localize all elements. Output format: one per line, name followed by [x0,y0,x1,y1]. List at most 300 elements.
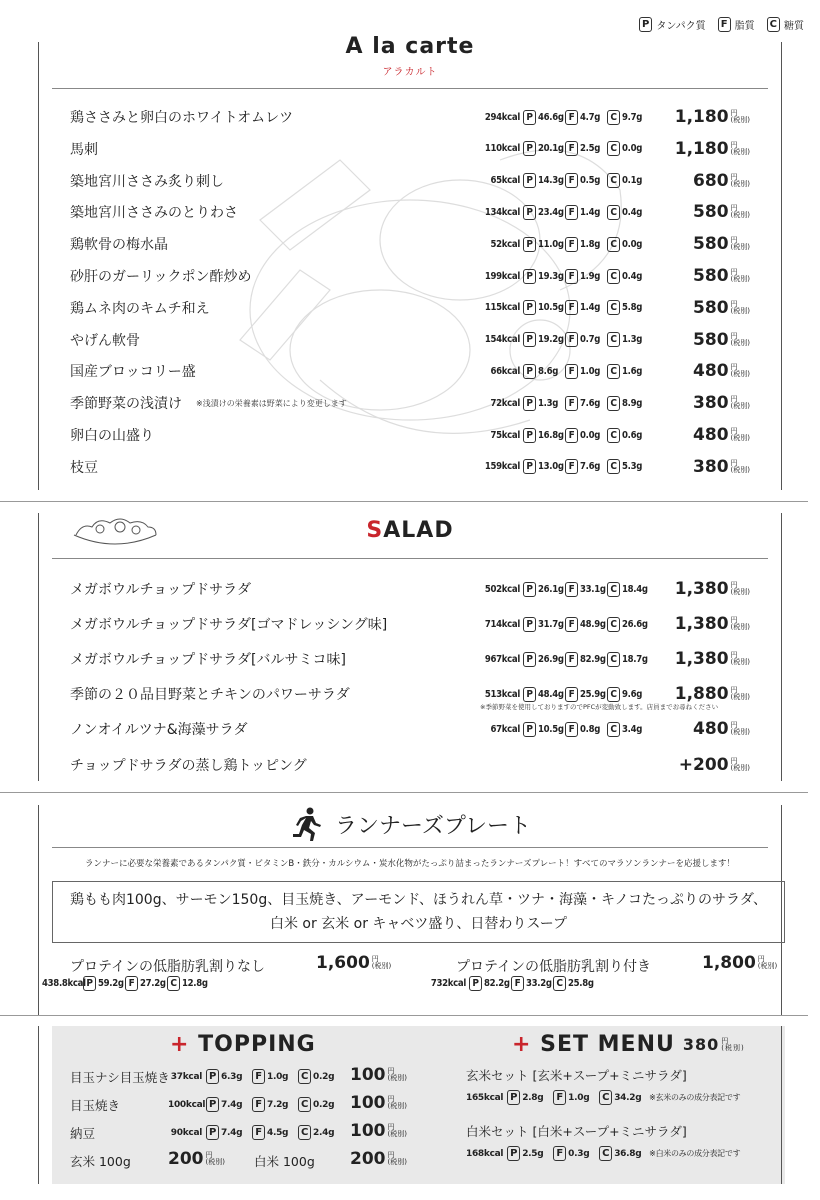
nutrient-c [607,722,649,737]
badge-c: C [607,173,620,188]
badge-f: F [565,173,578,188]
nutrient-p-value: 19.3g [538,270,564,282]
nutrient-p [523,269,565,284]
nutrition-values [428,976,595,991]
topping-price [350,1121,407,1141]
price-unit [731,333,750,347]
nutrient-p [206,1125,252,1140]
menu-item [70,749,760,781]
yen-label: 円 [730,268,738,276]
rice-price [168,1149,225,1169]
price-unit [731,396,750,410]
nutrient-c-value: 25.8g [568,978,594,989]
nutrient-f [565,300,607,315]
nutrient-p-value: 48.4g [538,688,564,700]
menu-item [70,387,760,419]
nutrient-c-value: 0.2g [313,1099,335,1110]
badge-c: C [607,269,620,284]
nutrition-values [482,652,649,667]
price-unit [731,687,750,701]
nutrition-values [42,976,209,991]
price-value: 480 [693,425,729,445]
nutrient-f [565,364,607,379]
nutrient-f-value: 1.4g [580,302,601,314]
setmenu-name: 玄米セット [玄米+スープ+ミニサラダ] [466,1068,687,1083]
setmenu-note: ※白米のみの成分表記です [649,1149,741,1158]
menu-item-name: メガボウルチョップドサラダ [70,582,252,598]
badge-f: F [565,237,578,252]
badge-c: C [607,652,620,667]
nutrient-f [553,1090,599,1105]
badge-p: P [523,173,536,188]
topping-name: 目玉ナシ目玉焼き [70,1070,170,1085]
menu-item [70,573,760,605]
nutrient-c [599,1146,645,1161]
menu-item [70,260,760,292]
badge-c: C [607,205,620,220]
price [693,298,750,318]
nutrient-p [206,1069,252,1084]
nutrient-c-value: 3.4g [622,723,643,735]
price-unit [731,364,750,378]
nutrition-legend [639,17,804,32]
rice-price [350,1149,407,1169]
yen-label: 円 [730,363,738,372]
price-unit [731,582,750,596]
section-border [38,42,39,490]
nutrient-c-value: 1.3g [622,334,643,346]
nutrient-c-value: 9.6g [622,688,643,700]
nutrient-f-value: 0.0g [580,429,601,441]
badge-c: C [607,459,620,474]
nutrient-p [523,722,565,737]
badge-p: P [523,459,536,474]
price-unit [731,722,750,736]
yen-label: 円 [730,331,738,340]
yen-label: 円 [730,395,738,404]
nutrient-p [523,687,565,702]
kcal-value: 66kcal [490,365,520,377]
nutrient-p [523,141,565,156]
badge-f: F [565,364,578,379]
kcal-value: 165kcal [466,1092,504,1103]
price-unit [731,301,750,315]
nutrient-f [553,1146,599,1161]
nutrient-f [565,205,607,220]
topping-name: 納豆 [70,1126,96,1141]
nutrition-values [482,110,649,125]
runners-description: ランナーに必要な栄養素であるタンパク質・ビタミンB・鉄分・カルシウム・炭水化物がたっぷり詰まったランナーズプレート！すべてのマラソンランナーを応援します！ [84,859,735,869]
yen-label: 円 [730,581,738,589]
yen-label: 円 [730,757,738,765]
topping-nutrition [168,1097,344,1112]
badge-c: C [607,141,620,156]
price-unit [388,1068,407,1082]
badge-f: F [252,1125,265,1140]
price-value: 100 [350,1065,386,1085]
badge-p: P [507,1090,520,1105]
yen-label: 円 [730,458,738,467]
price [693,457,750,477]
tax-label: (税別) [371,962,392,970]
menu-item-name: 砂肝のガーリックポン酢炒め [70,269,252,285]
nutrient-p [523,652,565,667]
setmenu-nutrition [466,1090,740,1105]
nutrient-f [565,652,607,667]
nutrient-f-value: 25.9g [580,688,606,700]
badge-p: P [206,1097,219,1112]
tax-label: (税別) [730,434,750,442]
nutrient-f [565,173,607,188]
nutrient-c [607,652,649,667]
menu-item-name: メガボウルチョップドサラダ[バルサミコ味] [70,652,346,668]
price [168,1149,225,1169]
badge-f: F [565,269,578,284]
nutrient-p [83,976,125,991]
badge-p: P [523,205,536,220]
nutrient-p-value: 11.0g [538,238,564,250]
rice-name: 玄米 100g [70,1154,131,1169]
kcal-value: 154kcal [484,334,520,346]
badge-f: F [252,1097,265,1112]
price-value: 1,180 [674,138,729,159]
kcal-value: 714kcal [484,618,520,630]
kcal-value: 199kcal [484,270,520,282]
divider [0,501,808,502]
tax-label: (税別) [205,1158,225,1166]
badge-p: P [523,722,536,737]
price-value: +200 [678,755,729,775]
badge-p: P [523,237,536,252]
yen-label: 円 [205,1151,213,1159]
nutrient-f-value: 4.7g [580,111,601,123]
topping-price [350,1065,407,1085]
nutrient-f-value: 0.3g [568,1148,590,1159]
price [693,719,750,739]
price-unit [206,1152,225,1166]
price-value: 380 [693,456,729,477]
badge-p: P [523,687,536,702]
price-value: 580 [693,202,729,223]
nutrient-c [607,237,649,252]
nutrient-f [565,459,607,474]
nutrition-values [482,459,649,474]
price [693,393,750,413]
price [693,202,750,222]
menu-item [70,451,760,483]
yen-label: 円 [757,955,765,963]
price-value: 1,380 [674,614,729,634]
badge-p: P [523,582,536,597]
yen-label: 円 [730,427,738,435]
price-value: 1,880 [674,684,729,704]
badge-f: F [553,1146,566,1161]
kcal-value: 168kcal [466,1148,504,1159]
menu-item [70,713,760,745]
badge-p: P [83,976,96,991]
nutrient-p [523,582,565,597]
badge-c: C [607,722,620,737]
tax-label: (税別) [730,764,750,772]
nutrient-f [252,1097,298,1112]
nutrient-f [565,332,607,347]
tax-label: (税別) [730,693,750,701]
price-value: 380 [693,393,729,414]
price-unit [731,617,750,631]
nutrient-c [553,976,595,991]
section-border [38,1026,39,1184]
nutrient-p-value: 23.4g [538,206,564,218]
price-unit [758,956,777,970]
topping-title: + TOPPING [170,1032,316,1057]
tax-label: (税別) [730,658,750,666]
yen-label: 円 [730,299,738,308]
nutrient-c [607,332,649,347]
divider [52,558,768,559]
kcal-value: 90kcal [170,1127,202,1138]
setmenu-name: 白米セット [白米+スープ+ミニサラダ] [466,1124,687,1139]
badge-p: P [469,976,482,991]
price-value: 580 [693,234,729,255]
nutrient-f [565,687,607,702]
nutrient-c [298,1097,344,1112]
price-value: 480 [693,719,729,739]
badge-f: F [553,1090,566,1105]
kcal-value: 732kcal [430,978,466,989]
nutrient-p-value: 20.1g [538,143,564,155]
nutrition-values [482,722,649,737]
price-unit [731,237,750,251]
nutrient-c-value: 26.6g [622,618,648,630]
menu-item [70,324,760,356]
price-value: 1,600 [316,953,370,973]
nutrition-values [482,687,649,702]
price-unit [731,110,750,124]
badge-p: P [523,364,536,379]
price-unit [388,1152,407,1166]
nutrient-c [607,110,649,125]
menu-item-name: 鶏ムネ肉のキムチ和え [70,300,210,317]
kcal-value: 502kcal [484,583,520,595]
price-value: 200 [168,1149,204,1169]
badge-c: C [298,1069,311,1084]
price [350,1121,407,1141]
menu-item [70,101,760,133]
topping-nutrition [168,1125,344,1140]
price-unit [388,1096,407,1110]
price-unit [388,1124,407,1138]
kcal-value: 134kcal [484,206,520,218]
nutrient-p [523,617,565,632]
nutrition-values [482,364,649,379]
menu-item [70,196,760,228]
price-unit [731,269,750,283]
nutrient-f-value: 7.6g [580,461,601,473]
price-unit [731,652,750,666]
nutrient-f-value: 1.0g [267,1071,289,1082]
nutrient-f-value: 0.7g [580,334,601,346]
price [350,1093,407,1113]
nutrient-f-value: 48.9g [580,618,606,630]
nutrient-p-value: 31.7g [538,618,564,630]
badge-c: C [607,237,620,252]
nutrient-c [607,364,649,379]
badge-f: F [565,617,578,632]
nutrient-f-value: 2.5g [580,143,601,155]
nutrient-p-value: 46.6g [538,111,564,123]
nutrient-p-value: 26.1g [538,583,564,595]
menu-item-name: 季節の２０品目野菜とチキンのパワーサラダ [70,687,350,703]
nutrition-values [482,617,649,632]
nutrient-c-value: 0.2g [313,1071,335,1082]
nutrient-f [565,722,607,737]
price [350,1065,407,1085]
menu-item-name: ノンオイルツナ&海藻サラダ [70,722,248,738]
tax-label: (税別) [730,623,750,631]
badge-f: F [252,1069,265,1084]
yen-label: 円 [387,1151,395,1159]
badge-p: P [523,300,536,315]
menu-item [70,228,760,260]
kcal-value: 67kcal [490,723,520,735]
tax-label: (税別) [387,1158,407,1166]
tax-label: (税別) [730,728,750,736]
price-value: 1,180 [674,107,729,127]
badge-c: C [607,617,620,632]
menu-item [70,133,760,165]
tax-label: (税別) [387,1130,407,1138]
yen-label: 円 [730,721,738,729]
badge-p: P [206,1125,219,1140]
price [693,266,750,286]
nutrient-c [599,1090,645,1105]
menu-item-name: 鶏ささみと卵白のホワイトオムレツ [70,110,294,126]
section-border [781,513,782,781]
nutrition-values [482,300,649,315]
legend-item-carb: C 糖質 [767,17,804,32]
kcal-value: 65kcal [490,175,520,187]
kcal-value: 294kcal [484,111,520,123]
topping-nutrition [168,1069,344,1084]
nutrition-values [482,205,649,220]
tax-label: (税別) [757,962,778,970]
price [679,755,750,775]
badge-p: P [206,1069,219,1084]
menu-item-name: 鶏軟骨の梅水晶 [70,237,168,254]
tax-label: (税別) [730,116,750,124]
price-unit [372,956,391,970]
price-value: 580 [693,266,729,286]
tax-label: (税別) [730,211,750,220]
kcal-value: 115kcal [484,302,520,314]
nutrient-p-value: 10.5g [538,302,564,314]
nutrient-c-value: 5.8g [622,302,643,314]
tax-label: (税別) [730,338,750,347]
nutrient-p [523,364,565,379]
yen-label: 円 [730,140,738,149]
price [702,953,777,973]
badge-c: C [607,396,620,411]
price-value: 1,800 [702,953,756,973]
nutrient-c-value: 0.6g [622,429,643,441]
nutrient-f-value: 7.6g [580,397,601,409]
price-unit [731,142,750,156]
nutrient-p-value: 59.2g [98,978,124,989]
nutrient-c-value: 2.4g [313,1127,335,1138]
menu-item-name: やげん軟骨 [70,332,140,349]
price [675,139,750,159]
nutrient-f [252,1125,298,1140]
badge-f: F [565,428,578,443]
runners-option-price [316,953,391,973]
nutrient-p-value: 6.3g [221,1071,243,1082]
badge-f: F [565,300,578,315]
nutrition-values [482,428,649,443]
section-border [781,42,782,490]
badge-c: C [607,582,620,597]
nutrient-c-value: 0.0g [622,238,643,250]
nutrient-c-value: 9.7g [622,111,643,123]
nutrient-p-value: 2.8g [522,1092,544,1103]
nutrient-f [565,617,607,632]
price-value: 580 [693,297,729,318]
nutrient-c [607,141,649,156]
yen-label: 円 [730,109,738,117]
nutrient-p [523,459,565,474]
price [675,684,750,704]
price-unit [731,174,750,188]
runners-contents-box: 鶏もも肉100g、サーモン150g、目玉焼き、アーモンド、ほうれん草・ツナ・海藻・キノコたっぷりのサラダ、 白米 or 玄米 or キャベツ盛り、日替わりスープ [52,881,785,943]
badge-f: F [565,332,578,347]
menu-item-name: 卵白の山盛り [70,428,154,444]
price [675,107,750,127]
nutrient-f-value: 1.4g [580,206,601,218]
nutrient-p-value: 19.2g [538,334,564,346]
salad-title: SALAD [366,518,454,543]
nutrient-p-value: 13.0g [538,461,564,473]
badge-f: F [565,652,578,667]
nutrient-c-value: 12.8g [182,978,208,989]
runners-header [0,806,820,842]
badge-f: F [565,582,578,597]
price-value: 100 [350,1121,386,1141]
badge-p: P [523,141,536,156]
nutrient-p [523,332,565,347]
nutrient-p-value: 10.5g [538,723,564,735]
menu-item [70,355,760,387]
menu-item-name: 築地宮川ささみのとりわさ [70,205,238,222]
tax-label: (税別) [730,306,750,315]
price [693,171,750,191]
price-value: 200 [350,1149,386,1169]
alacarte-title: A la carte [345,34,475,59]
badge-f: F [565,459,578,474]
nutrient-c [298,1069,344,1084]
nutrient-c-value: 0.4g [622,270,643,282]
yen-label: 円 [730,616,738,624]
nutrient-f [252,1069,298,1084]
menu-item [70,608,760,640]
nutrition-values [482,237,649,252]
nutrient-p-value: 7.4g [221,1127,243,1138]
price-value: 100 [350,1093,386,1113]
badge-c: C [607,332,620,347]
nutrient-c-value: 0.4g [622,206,643,218]
nutrient-p [469,976,511,991]
badge-c: C [607,110,620,125]
nutrient-f [565,110,607,125]
badge-f: F [565,722,578,737]
